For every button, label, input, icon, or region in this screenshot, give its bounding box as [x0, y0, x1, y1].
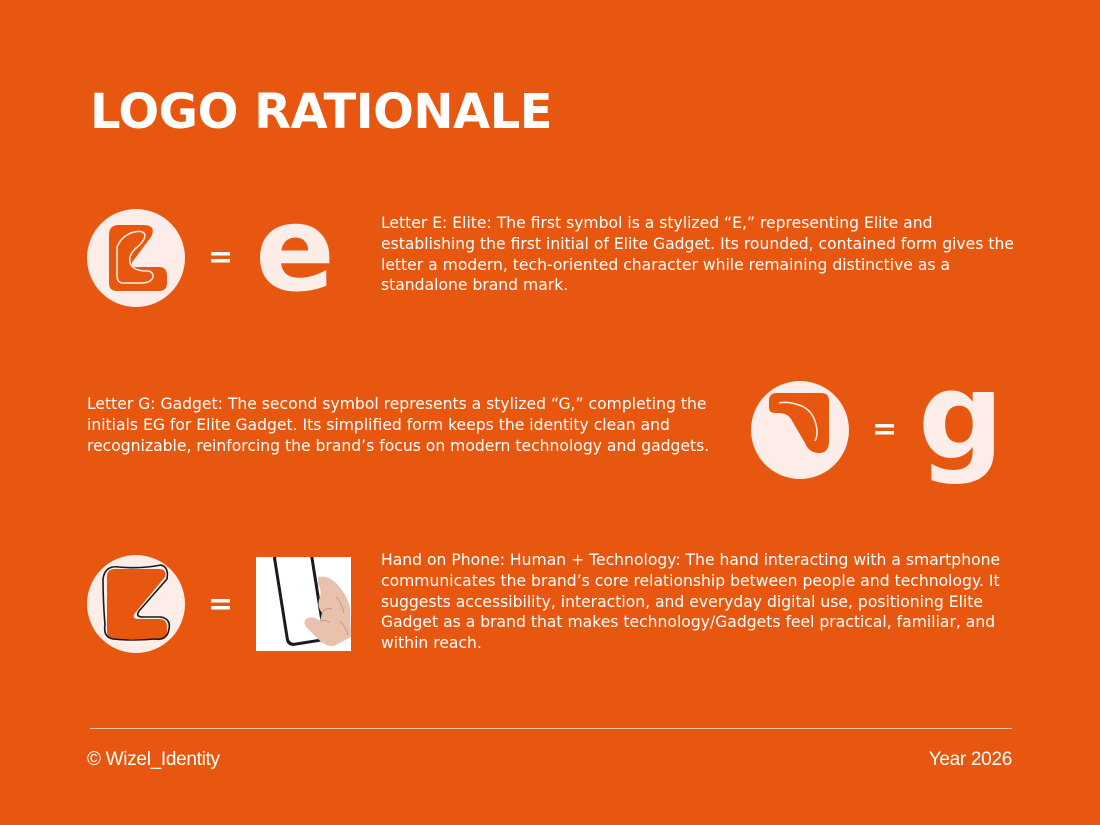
footer-year: Year 2026 — [928, 749, 1012, 770]
letter-g: g — [918, 348, 1004, 487]
hand-holding-phone-image — [256, 557, 351, 651]
footer-divider — [90, 728, 1012, 729]
letter-e: e — [255, 180, 336, 318]
description-letter-g: Letter G: Gadget: The second symbol represents a stylized “G,” completing the initials EG for Elite Gadget. Its simplified form keeps the identity clean and recognizable, reinforcing the brand’s focus on modern technology and gadgets. — [87, 395, 710, 455]
description-letter-e: Letter E: Elite: The first symbol is a stylized “E,” representing Elite and establishing the first initial of Elite Gadget. Its rounded, contained form gives the letter a modern, tech-oriented character while remaining distinctive as a standalone brand mark. — [381, 214, 1014, 295]
equals-sign: = — [872, 412, 898, 447]
stylized-e-symbol-icon — [87, 209, 185, 307]
hand-outline-symbol-icon — [87, 555, 185, 653]
description-hand-on-phone: Hand on Phone: Human + Technology: The hand interacting with a smartphone communicates the brand’s core relationship between people and technology. It suggests accessibility, interaction, and everyday digital use, positioning Elite Gadget as a brand that makes technology/Gadgets feel practical, familiar, and within reach. — [381, 551, 1001, 653]
equals-sign: = — [208, 240, 234, 275]
stylized-g-symbol-icon — [751, 381, 849, 479]
page-title: LOGO RATIONALE — [90, 84, 553, 140]
footer-copyright: © Wizel_Identity — [87, 749, 220, 770]
equals-sign: = — [208, 587, 234, 622]
